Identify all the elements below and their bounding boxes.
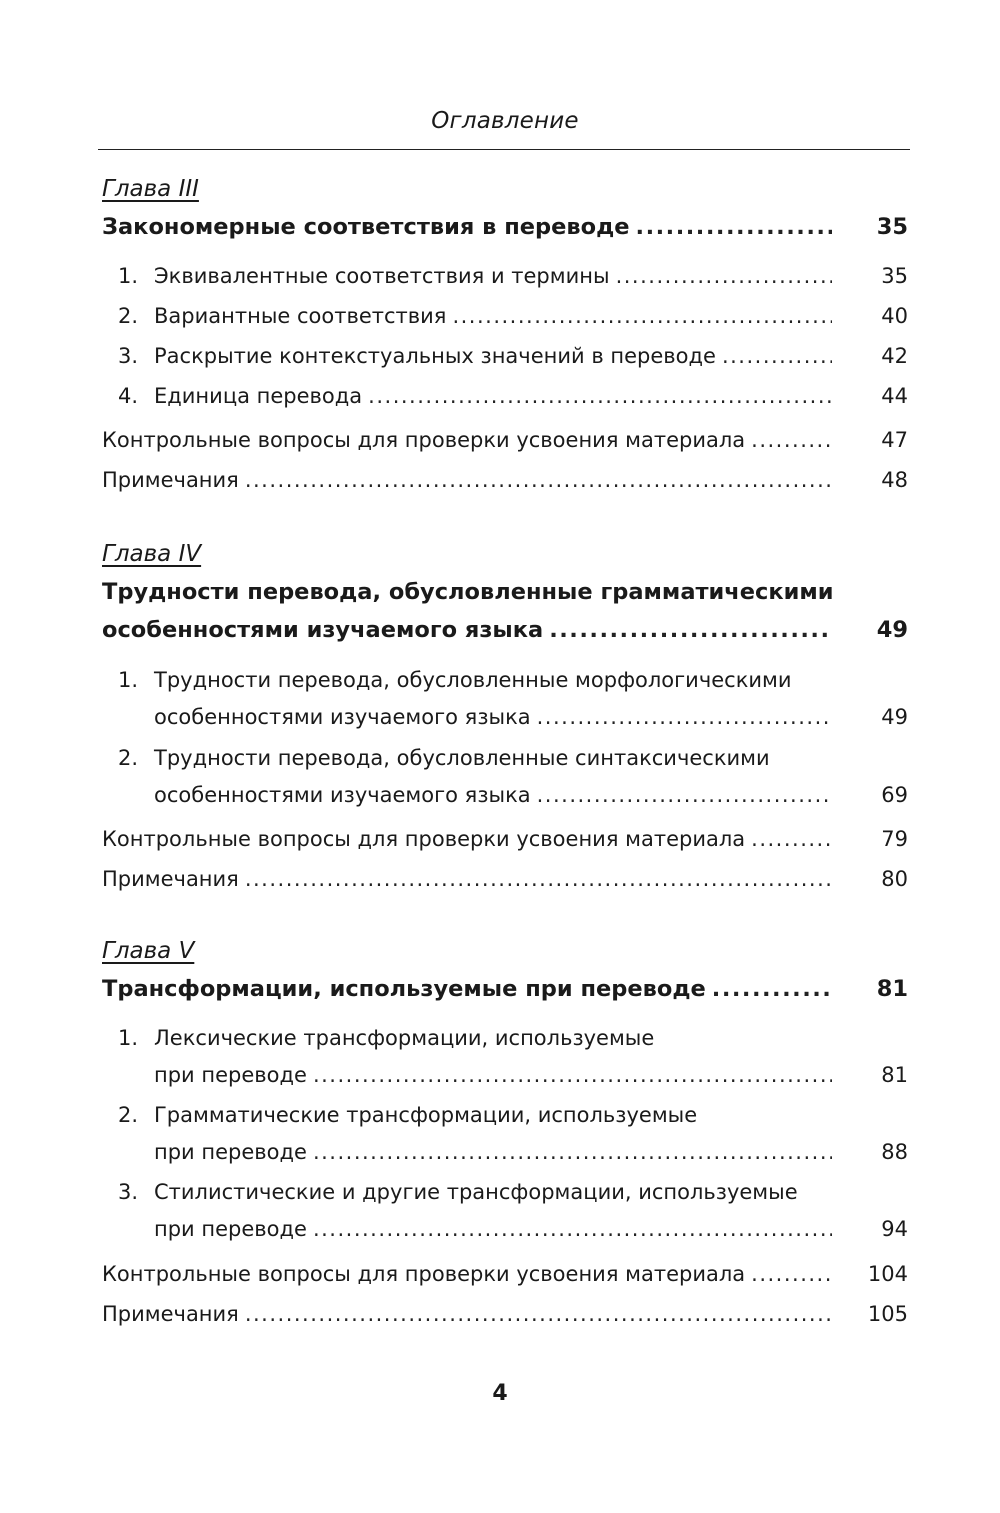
entry-title-line: Трудности перевода, обусловленные синтаксическими bbox=[154, 746, 770, 770]
dot-leader bbox=[368, 384, 832, 408]
page-number: 88 bbox=[881, 1140, 908, 1164]
toc-questions bbox=[0, 827, 1000, 863]
dot-leader bbox=[313, 1140, 832, 1164]
page-number: 35 bbox=[881, 264, 908, 288]
dot-leader bbox=[245, 468, 832, 492]
toc-notes bbox=[0, 867, 1000, 903]
dot-leader bbox=[313, 1217, 832, 1241]
entry-title: Эквивалентные соответствия и термины bbox=[154, 264, 610, 288]
entry-number: 1. bbox=[118, 1026, 139, 1050]
entry-number: 2. bbox=[118, 1103, 139, 1127]
notes-title: Примечания bbox=[102, 468, 239, 492]
toc-notes bbox=[0, 1302, 1000, 1338]
dot-leader bbox=[751, 827, 832, 851]
page-number: 81 bbox=[881, 1063, 908, 1087]
toc-questions bbox=[0, 428, 1000, 464]
toc-entry bbox=[0, 1140, 1000, 1176]
folio-page-number: 4 bbox=[492, 1381, 508, 1406]
entry-number: 2. bbox=[118, 304, 139, 328]
dot-leader bbox=[751, 428, 832, 452]
page-number: 81 bbox=[876, 976, 908, 1002]
chapter-label: Глава IV bbox=[102, 541, 202, 567]
page-number: 105 bbox=[867, 1302, 908, 1326]
questions-title: Контрольные вопросы для проверки усвоения материала bbox=[102, 428, 746, 452]
toc-entry bbox=[0, 705, 1000, 741]
chapter-title: Закономерные соответствия в переводе bbox=[102, 214, 630, 240]
entry-title: при переводе bbox=[154, 1063, 307, 1087]
page-number: 48 bbox=[881, 468, 908, 492]
dot-leader bbox=[616, 264, 832, 288]
entry-title: Единица перевода bbox=[154, 384, 363, 408]
entry-title-line: Стилистические и другие трансформации, используемые bbox=[154, 1180, 798, 1204]
dot-leader bbox=[537, 783, 832, 807]
dot-leader bbox=[722, 344, 832, 368]
page-number: 80 bbox=[881, 867, 908, 891]
page-number: 69 bbox=[881, 783, 908, 807]
entry-title-line: Грамматические трансформации, используемые bbox=[154, 1103, 698, 1127]
page-number: 104 bbox=[867, 1262, 908, 1286]
dot-leader bbox=[245, 867, 832, 891]
chapter-title: Трансформации, используемые при переводе bbox=[102, 976, 706, 1002]
entry-number: 4. bbox=[118, 384, 139, 408]
entry-title: особенностями изучаемого языка bbox=[154, 705, 531, 729]
running-head: Оглавление bbox=[431, 108, 579, 134]
page-number: 49 bbox=[881, 705, 908, 729]
toc-notes bbox=[0, 468, 1000, 504]
entry-number: 2. bbox=[118, 746, 139, 770]
dot-leader bbox=[313, 1063, 832, 1087]
questions-title: Контрольные вопросы для проверки усвоения материала bbox=[102, 1262, 746, 1286]
toc-questions bbox=[0, 1262, 1000, 1298]
entry-number: 3. bbox=[118, 1180, 139, 1204]
entry-title: при переводе bbox=[154, 1140, 307, 1164]
entry-title: особенностями изучаемого языка bbox=[154, 783, 531, 807]
toc-entry bbox=[0, 1063, 1000, 1099]
entry-number: 3. bbox=[118, 344, 139, 368]
dot-leader bbox=[537, 705, 832, 729]
chapter-title: особенностями изучаемого языка bbox=[102, 617, 544, 643]
questions-title: Контрольные вопросы для проверки усвоения материала bbox=[102, 827, 746, 851]
page-number: 40 bbox=[881, 304, 908, 328]
page-number: 42 bbox=[881, 344, 908, 368]
dot-leader bbox=[712, 976, 832, 1002]
entry-title: Вариантные соответствия bbox=[154, 304, 447, 328]
page-number: 35 bbox=[876, 214, 908, 240]
page-number: 49 bbox=[876, 617, 908, 643]
page-number: 94 bbox=[881, 1217, 908, 1241]
page-number: 44 bbox=[881, 384, 908, 408]
entry-number: 1. bbox=[118, 264, 139, 288]
entry-title: при переводе bbox=[154, 1217, 307, 1241]
entry-title: Раскрытие контекстуальных значений в переводе bbox=[154, 344, 716, 368]
toc-entry bbox=[0, 264, 1000, 300]
chapter-title-row bbox=[0, 214, 1000, 250]
toc-entry bbox=[0, 1217, 1000, 1253]
chapter-title-row bbox=[0, 617, 1000, 653]
chapter-title-line: Трудности перевода, обусловленные грамматическими bbox=[102, 579, 834, 605]
page-number: 79 bbox=[881, 827, 908, 851]
notes-title: Примечания bbox=[102, 1302, 239, 1326]
dot-leader bbox=[549, 617, 832, 643]
dot-leader bbox=[636, 214, 832, 240]
dot-leader bbox=[245, 1302, 832, 1326]
chapter-label: Глава III bbox=[102, 176, 199, 202]
toc-entry bbox=[0, 344, 1000, 380]
entry-title-line: Трудности перевода, обусловленные морфологическими bbox=[154, 668, 792, 692]
page-number: 47 bbox=[881, 428, 908, 452]
entry-number: 1. bbox=[118, 668, 139, 692]
notes-title: Примечания bbox=[102, 867, 239, 891]
dot-leader bbox=[452, 304, 832, 328]
dot-leader bbox=[751, 1262, 832, 1286]
toc-entry bbox=[0, 783, 1000, 819]
chapter-title-row bbox=[0, 976, 1000, 1012]
chapter-label: Глава V bbox=[102, 938, 195, 964]
header-rule bbox=[98, 149, 910, 150]
entry-title-line: Лексические трансформации, используемые bbox=[154, 1026, 655, 1050]
toc-entry bbox=[0, 384, 1000, 420]
toc-entry bbox=[0, 304, 1000, 340]
